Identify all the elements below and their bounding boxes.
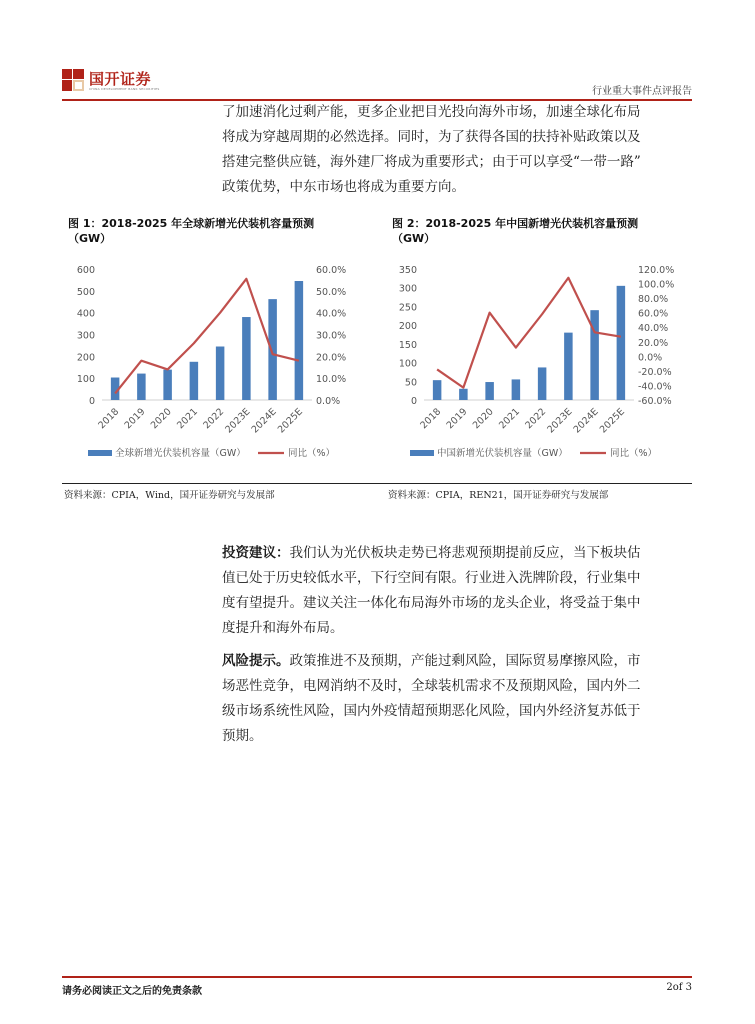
bar bbox=[163, 370, 172, 400]
brand-subtitle: CHINA DEVELOPMENT BANK SECURITIES bbox=[89, 87, 160, 91]
x-tick-label: 2021 bbox=[497, 406, 522, 432]
x-tick-label: 2025E bbox=[597, 406, 627, 436]
intro-line: 了加速消化过剩产能，更多企业把目光投向海外市场，加速全球化布局 bbox=[222, 104, 641, 120]
left-tick-label: 400 bbox=[76, 308, 95, 320]
bar bbox=[216, 347, 225, 400]
figure2-title: 图 2：2018-2025 年中国新增光伏装机容量预测 （GW） bbox=[392, 217, 639, 245]
right-tick-label: 10.0% bbox=[316, 374, 347, 386]
figure1-source: 资料来源：CPIA，Wind，国开证券研究与发展部 bbox=[64, 490, 275, 501]
brand-name: 国开证券 bbox=[89, 70, 152, 88]
x-tick-label: 2018 bbox=[96, 406, 122, 432]
advice-line: 值已处于历史较低水平，下行空间有限。行业进入洗牌阶段，行业集中 bbox=[222, 570, 641, 586]
risk-line: 政策推进不及预期，产能过剩风险，国际贸易摩擦风险，市 bbox=[289, 653, 641, 669]
x-tick-label: 2024E bbox=[571, 406, 601, 436]
risk-line: 预期。 bbox=[222, 728, 263, 744]
right-tick-label: -20.0% bbox=[638, 366, 672, 378]
advice-paragraph bbox=[222, 541, 694, 641]
x-tick-label: 2019 bbox=[122, 406, 148, 432]
footer-rule bbox=[62, 976, 692, 978]
intro-line: 政策优势，中东市场也将成为重要方向。 bbox=[222, 179, 465, 195]
brand-logo-icon bbox=[62, 69, 84, 91]
right-tick-label: 40.0% bbox=[638, 323, 669, 335]
bar bbox=[538, 367, 547, 400]
right-tick-label: 100.0% bbox=[638, 279, 675, 291]
left-tick-label: 50 bbox=[404, 377, 417, 389]
x-tick-label: 2020 bbox=[470, 406, 496, 432]
bar bbox=[137, 374, 146, 400]
advice-label: 投资建议： bbox=[222, 545, 290, 561]
legend-bar-swatch bbox=[88, 450, 112, 456]
x-tick-label: 2021 bbox=[175, 406, 200, 432]
right-tick-label: 20.0% bbox=[638, 337, 669, 349]
right-tick-label: 0.0% bbox=[316, 396, 341, 407]
page-number: 2of 3 bbox=[666, 982, 692, 993]
risk-line: 级市场系统性风险，国内外疫情超预期恶化风险，国内外经济复苏低于 bbox=[222, 703, 641, 719]
advice-line: 度提升和海外布局。 bbox=[222, 620, 344, 636]
left-tick-label: 600 bbox=[76, 265, 95, 276]
left-tick-label: 500 bbox=[76, 286, 95, 298]
right-tick-label: 30.0% bbox=[316, 330, 347, 342]
right-tick-label: 80.0% bbox=[638, 294, 669, 306]
bar bbox=[268, 299, 277, 400]
figure2-source: 资料来源：CPIA，REN21，国开证券研究与发展部 bbox=[388, 490, 609, 501]
right-tick-label: 60.0% bbox=[638, 308, 669, 320]
left-tick-label: 300 bbox=[398, 283, 417, 295]
x-tick-label: 2025E bbox=[275, 406, 305, 436]
x-tick-label: 2022 bbox=[523, 406, 549, 432]
bar bbox=[190, 362, 199, 400]
left-tick-label: 100 bbox=[398, 358, 417, 370]
source-rule bbox=[62, 483, 692, 484]
legend-line-label: 同比（%） bbox=[610, 448, 658, 459]
intro-paragraph bbox=[222, 100, 694, 200]
right-tick-label: -40.0% bbox=[638, 381, 672, 393]
risk-line: 场恶性竞争，电网消纳不及时，全球装机需求不及预期风险，国内外二 bbox=[222, 678, 641, 694]
left-tick-label: 0 bbox=[410, 396, 417, 407]
right-tick-label: 20.0% bbox=[316, 352, 347, 364]
x-tick-label: 2018 bbox=[418, 406, 444, 432]
footer-disclaimer: 请务必阅读正文之后的免责条款 bbox=[62, 986, 202, 997]
legend-bar-label: 全球新增光伏装机容量（GW） bbox=[115, 448, 246, 459]
advice-line: 度有望提升。建议关注一体化布局海外市场的龙头企业，将受益于集中 bbox=[222, 595, 641, 611]
bar bbox=[564, 333, 573, 400]
left-tick-label: 200 bbox=[398, 321, 417, 333]
left-tick-label: 0 bbox=[88, 396, 95, 407]
left-tick-label: 300 bbox=[76, 330, 95, 342]
page-header bbox=[62, 66, 692, 100]
bar bbox=[512, 379, 521, 400]
left-tick-label: 250 bbox=[398, 302, 417, 314]
intro-line: 将成为穿越周期的必然选择。同时，为了获得各国的扶持补贴政策以及 bbox=[222, 129, 641, 145]
global-capacity-chart bbox=[66, 253, 376, 473]
risk-label: 风险提示。 bbox=[222, 653, 290, 669]
left-tick-label: 350 bbox=[398, 265, 417, 276]
x-tick-label: 2019 bbox=[444, 406, 470, 432]
china-capacity-chart bbox=[388, 253, 698, 473]
right-tick-label: 60.0% bbox=[316, 265, 347, 276]
right-tick-label: 120.0% bbox=[638, 265, 675, 276]
x-tick-label: 2023E bbox=[545, 406, 575, 436]
x-tick-label: 2020 bbox=[148, 406, 174, 432]
right-tick-label: 40.0% bbox=[316, 308, 347, 320]
legend-line-label: 同比（%） bbox=[288, 448, 336, 459]
right-tick-label: 0.0% bbox=[638, 352, 663, 364]
legend-bar-label: 中国新增光伏装机容量（GW） bbox=[437, 448, 568, 459]
bar bbox=[295, 281, 304, 400]
right-tick-label: -60.0% bbox=[638, 396, 672, 407]
bar bbox=[459, 389, 468, 400]
bar bbox=[485, 382, 494, 400]
bar bbox=[242, 317, 251, 400]
left-tick-label: 100 bbox=[76, 374, 95, 386]
left-tick-label: 150 bbox=[398, 339, 417, 351]
report-type: 行业重大事件点评报告 bbox=[592, 86, 692, 97]
bar bbox=[617, 286, 626, 400]
x-tick-label: 2024E bbox=[249, 406, 279, 436]
x-tick-label: 2023E bbox=[223, 406, 253, 436]
bar bbox=[433, 380, 442, 400]
advice-line: 我们认为光伏板块走势已将悲观预期提前反应，当下板块估 bbox=[289, 545, 641, 561]
left-tick-label: 200 bbox=[76, 352, 95, 364]
risk-paragraph bbox=[222, 649, 694, 749]
legend-bar-swatch bbox=[410, 450, 434, 456]
figure1-title: 图 1：2018-2025 年全球新增光伏装机容量预测 （GW） bbox=[68, 217, 315, 245]
x-tick-label: 2022 bbox=[201, 406, 227, 432]
right-tick-label: 50.0% bbox=[316, 286, 347, 298]
intro-line: 搭建完整供应链，海外建厂将成为重要形式；由于可以享受“一带一路” bbox=[222, 154, 641, 170]
